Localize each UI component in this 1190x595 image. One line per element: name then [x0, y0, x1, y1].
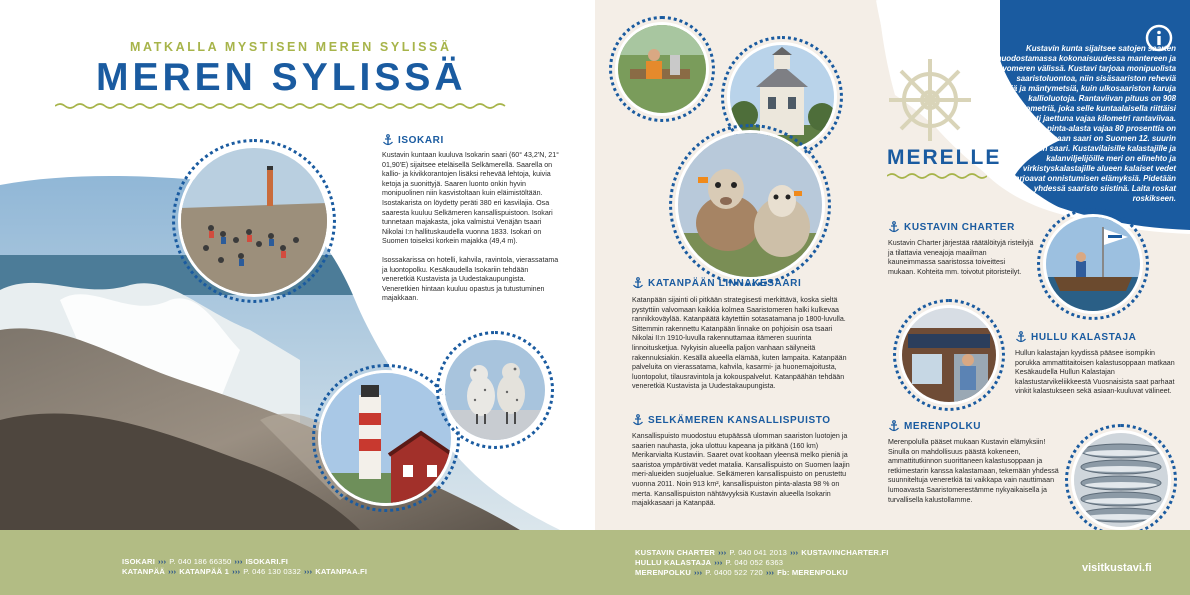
footer-katanpaa-name2: KATANPÄÄ 1	[179, 567, 230, 576]
katanpaa-text: Katanpään sijainti oli pitkään strategisesti merkittävä, koska sieltä pystyttiin valvomaan kaikkia kolmea Saaristomeren halki kulkevaa rannikkoväylää. Katanpäätä käytettiin sotasatamana jo 1800-luvulla. Sittemmin rakennettu Katanpään linnake on pohjoisin osa tsaari Nikolai II:n 1910-luvulla rakennuttamaa itämeren suurinta linnoitusketjua. Nykyisin alueella paljon vanhaan säilyneitä rakennuksiakin. Kesällä alueella elämää, kuten lampaita. Katanpään palveluita on vierassatama, kahvila, kasarmi- ja huonemajoitusta, luontopolut, tilausravintola ja kokouspalvelut. Katanpäähän tehdään veneretkiä Kustavista ja Uudestakaupungista.	[632, 296, 847, 391]
footer-katanpaa-phone: P. 046 130 0332	[243, 567, 302, 576]
fish-photo	[1071, 430, 1171, 530]
anchor-icon	[1015, 331, 1027, 343]
selkameri-heading-text: SELKÄMEREN KANSALLISPUISTO	[648, 414, 831, 426]
left-page	[0, 0, 595, 530]
footer-katanpaa: KATANPÄÄ ››› KATANPÄÄ 1 ››› P. 046 130 0332 ››› KATANPAA.FI	[122, 567, 368, 576]
page-title: MEREN SYLISSÄ	[96, 56, 467, 99]
title-wave-divider	[55, 102, 510, 110]
anchor-icon	[632, 414, 644, 426]
sheep-photo	[675, 130, 825, 280]
footer-site-link[interactable]: visitkustavi.fi	[1082, 562, 1152, 574]
isokari-text	[382, 151, 560, 304]
charter-heading-text: KUSTAVIN CHARTER	[904, 221, 1015, 233]
ship-wheel-icon	[885, 55, 975, 145]
kicker: MATKALLA MYSTISEN MEREN SYLISSÄ	[130, 40, 452, 54]
anchor-icon	[888, 221, 900, 233]
footer-hullu-name: HULLU KALASTAJA	[635, 558, 712, 567]
footer-charter: KUSTAVIN CHARTER ››› P. 040 041 2013 ››› KUSTAVINCHARTER.FI	[635, 548, 889, 557]
hullu-text: Hullun kalastajan kyydissä pääsee isompikin porukka ammattitaitoisen kalastusoppaan matkaan Kesäkaudella Hullun Kalastajan kalastustarvikeliikkeestä Vuosnaisista saat parhaat vinkit kalastukseen sekä asiaan-kuuluvat välineet.	[1015, 349, 1175, 396]
seagull-chicks-photo	[442, 337, 548, 443]
footer-isokari-web[interactable]: ISOKARI.FI	[245, 557, 289, 566]
hullu-heading	[1015, 331, 1136, 343]
anchor-icon	[888, 420, 900, 432]
anchor-icon	[632, 277, 644, 289]
footer-charter-web[interactable]: KUSTAVINCHARTER.FI	[801, 548, 889, 557]
merenpolku-heading-text: MERENPOLKU	[904, 420, 982, 432]
footer-isokari-name: ISOKARI	[122, 557, 156, 566]
isokari-heading	[382, 134, 444, 146]
footer-charter-name: KUSTAVIN CHARTER	[635, 548, 716, 557]
footer-isokari-phone: P. 040 186 66350	[169, 557, 232, 566]
footer-hullu: HULLU KALASTAJA ››› P. 040 052 6363	[635, 558, 784, 567]
isokari-paragraph-1: Kustavin kuntaan kuuluva Isokarin saari (60° 43,2'N, 21° 01,90'E) sijaitsee eteläisellä Selkämerellä. Saarella on kallio- ja kivikkorantojen lisäksi rehevää lehtoja, kuivia ketoja ja suonittyjä. Saaren luonto onkin hyvin monipuolinen niin kasvistoltaan kuin eläimistöltään. Isostakarista on löydetty peräti 380 eri kasvilajia. Osa saaresta kuuluu Selkämeren kansallispuistoon. Isokari tunnetaan majakasta, joka valmistui Venäjän tsaari Nikolai I:n hallituskaudella vuonna 1833. Isokari on Suomen toiseksi korkein majakka (49,4 m).	[382, 151, 559, 246]
hullu-kalastaja-shop-photo	[899, 305, 999, 405]
selkameri-text: Kansallispuisto muodostuu etupäässä ulomman saariston luotojen ja saarien nauhasta, joka ulottuu kapeana ja pitkänä (160 km) Merikarvialta Kustaviin. Saaret ovat kooltaan yleensä melko pieniä ja saaristoa ympäröivät vedet matalia. Kansallispuisto on Suomen laajin meri-alueiden suojelualue. Selkämeren kansallispuisto on perustettu vuonna 2011. Noin 913 km², kansallispuiston pinta-alasta 98 % on merta. Kansallispuiston nähtävyyksiä Kustavin alueella Isokarin majakkasaari ja Katanpää.	[632, 432, 850, 508]
footer-merenpolku: MERENPOLKU ››› P. 0400 522 720 ››› Fb: MERENPOLKU	[635, 568, 848, 577]
info-box-text: Kustavin kunta sijaitsee satojen saarten muodostamassa kokonaisuudessa mantereen ja avomeren välissä. Kustavi tarjoaa monipuolista saaristoluontoa, niin sisäsaariston reheviä niittyjä ja mäntymetsiä, kuin ulkosaariston karuja kallioluotoja. Rantaviivan pituus on 908 kilometriä, joka selle kuntaalaisella riittäisi tasaisesti jaettuna vajaa kilometri rantaviivaa. Kustavin pinta-alasta vajaa 80 prosenttia on merta. Kivimaan saari on Suomen 12. suurin merialueen saari. Kustavilaisille kalastajille ja kalanviljelijöille meri on elinehto ja virkistyskalastajille alueen kalaiset vedet tarjoavat onnistumisen elämyksiä. Pidetään yhdessä saaristo siistinä. Laita roskat roskikseen.	[991, 44, 1176, 203]
merenpolku-text: Merenpolulla pääset mukaan Kustavin elämyksiin! Sinulla on mahdollisuus päästä kokeneen, ammattitutkinnon suorittaneen kalastusoppaan ja retkimestarin kanssa kalastamaan, tekemään yhdessä suunniteltuja veneretkiä tai vaikkapa vain nauttimaan lumoavasta Saaristomerestämme nykyaikaisella ja turvallisella kalustollamme.	[888, 438, 1059, 504]
footer-hullu-phone: P. 040 052 6363	[725, 558, 784, 567]
charter-text: Kustavin Charter järjestää räätälöityjä risteilyjä ja tilattavia veneajoja maailman kauneimmassa saaristossa toiveittesi mukaan. Kohteita mm. toivotut pitoristeilyt.	[888, 239, 1034, 276]
selkameri-heading	[632, 414, 831, 426]
footer-isokari: ISOKARI ››› P. 040 186 66350 ››› ISOKARI.FI	[122, 557, 289, 566]
merelle-wave-divider	[887, 172, 987, 180]
isokari-heading-text: ISOKARI	[398, 134, 444, 146]
anchor-icon	[382, 134, 394, 146]
footer-charter-phone: P. 040 041 2013	[729, 548, 788, 557]
footer-katanpaa-name: KATANPÄÄ	[122, 567, 166, 576]
footer-katanpaa-web[interactable]: KATANPAA.FI	[315, 567, 368, 576]
merelle-title: MERELLE	[887, 146, 1002, 169]
charter-boat-photo	[1043, 214, 1143, 314]
katanpaa-worker-photo	[615, 22, 709, 116]
charter-heading	[888, 221, 1015, 233]
isokari-visitors-photo	[178, 145, 330, 297]
hullu-heading-text: HULLU KALASTAJA	[1031, 331, 1137, 343]
isokari-paragraph-2: Isossakarissa on hotelli, kahvila, ravintola, vierassatama ja luontopolku. Kesäkaudella Isokariin tehdään veneretkiä Kustavista ja Uudestakaupungista. Veneretkien hintaan kuuluu opastus ja tutustuminen majakkaan.	[382, 255, 559, 303]
katanpaa-heading-text: KATANPÄÄN LINNAKESAARI	[648, 277, 802, 289]
footer-merenpolku-web[interactable]: Fb: MERENPOLKU	[777, 568, 848, 577]
katanpaa-heading	[632, 277, 801, 289]
footer-bar	[0, 530, 1190, 595]
footer-merenpolku-name: MERENPOLKU	[635, 568, 692, 577]
merenpolku-heading	[888, 420, 981, 432]
lighthouse-photo	[318, 370, 454, 506]
footer-merenpolku-phone: P. 0400 522 720	[705, 568, 763, 577]
